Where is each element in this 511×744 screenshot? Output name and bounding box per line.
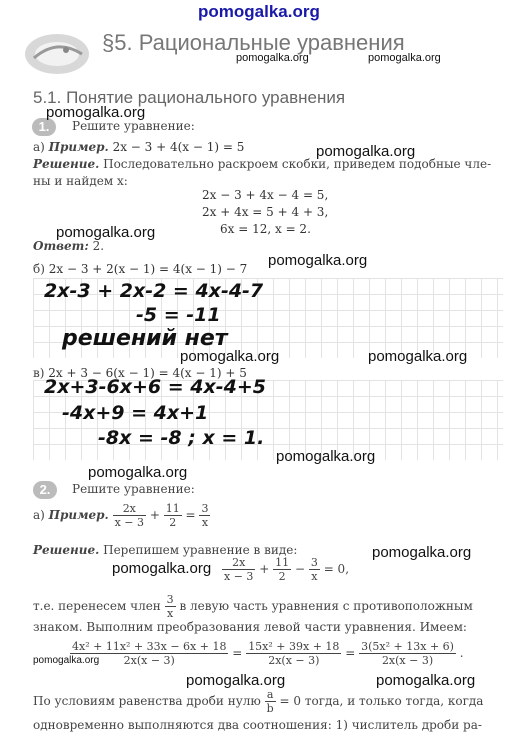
answer-value: 2.	[92, 239, 105, 253]
operator: +	[259, 562, 270, 576]
handwritten-line: решений нет	[62, 326, 228, 351]
text-line: знаком. Выполним преобразования левой части уравнения. Имеем:	[33, 620, 467, 634]
fraction: $\frac{3}{x}$	[310, 556, 318, 583]
item-label: а)	[33, 508, 45, 522]
watermark[interactable]: pomogalka.org	[88, 464, 188, 481]
task-number-badge: 2.	[33, 481, 57, 499]
watermark[interactable]: pomogalka.org	[180, 348, 280, 365]
handwritten-line: 2x-3 + 2x-2 = 4x-4-7	[44, 280, 264, 302]
handwritten-line: 2x+3-6x+6 = 4x-4+5	[44, 376, 266, 398]
watermark[interactable]: pomogalka.org	[376, 672, 476, 689]
handwritten-line: -8x = -8 ; x = 1.	[98, 427, 265, 449]
text-line	[33, 688, 483, 715]
text-line: одновременно выполняются два соотношения: 1) числитель дроби ра-	[33, 718, 482, 732]
watermark[interactable]: pomogalka.org	[268, 252, 368, 269]
example-label: Пример.	[48, 508, 109, 522]
watermark[interactable]: pomogalka.org	[316, 143, 416, 160]
transformation-line	[70, 640, 464, 667]
task-prompt: Решите уравнение:	[72, 119, 195, 133]
watermark[interactable]: pomogalka.org	[372, 544, 472, 561]
solution-text: Перепишем уравнение в виде:	[103, 543, 298, 557]
handwritten-line: -5 = -11	[136, 304, 221, 326]
watermark[interactable]: pomogalka.org	[276, 448, 376, 465]
equation: 2x − 3 + 4(x − 1) = 5	[112, 140, 245, 154]
watermark[interactable]: pomogalka.org	[186, 672, 286, 689]
fraction: $\frac{a}{b}$	[266, 688, 274, 715]
task-line	[33, 502, 210, 529]
text: в левую часть уравнения с противоположным	[179, 599, 473, 613]
watermark[interactable]: pomogalka.org	[46, 104, 146, 121]
watermark[interactable]: pomogalka.org	[112, 560, 212, 577]
fraction: $\frac{2x}{x - 3}$	[224, 556, 254, 583]
operator: +	[149, 508, 160, 522]
text-line	[33, 593, 473, 620]
operator: =	[345, 646, 356, 660]
fraction: $\frac{11}{2}$	[275, 556, 290, 583]
fraction: $\frac{\text{15x² + 39x + 18}}{2x(x - 3)}$	[248, 640, 340, 667]
page-title: §5. Рациональные уравнения	[102, 30, 405, 55]
watermark[interactable]: pomogalka.org	[198, 2, 320, 21]
solution-step: 2x − 3 + 4x − 4 = 5,	[202, 188, 329, 202]
watermark[interactable]: pomogalka.org	[236, 52, 309, 64]
watermark[interactable]: pomogalka.org	[368, 348, 468, 365]
section-subtitle: 5.1. Понятие рационального уравнения	[33, 88, 346, 107]
rewritten-equation	[222, 556, 349, 583]
text: По условиям равенства дроби нулю	[33, 694, 261, 708]
solution-line	[33, 543, 297, 557]
task-prompt: Решите уравнение:	[72, 482, 195, 496]
example-label: Пример.	[48, 140, 109, 154]
operator: = 0,	[323, 562, 350, 576]
fraction: $\frac{3}{x}$	[201, 502, 209, 529]
equation: 2x − 3 + 2(x − 1) = 4(x − 1) − 7	[48, 262, 248, 276]
answer-label: Ответ:	[33, 239, 89, 253]
item-label: б)	[33, 262, 45, 276]
operator: −	[294, 562, 306, 576]
text: = 0 тогда, и только тогда, когда	[279, 694, 484, 708]
fraction: $\frac{3}{x}$	[166, 593, 174, 620]
task-number-badge: 1.	[32, 118, 56, 136]
text: т.е. перенесем член	[33, 599, 161, 613]
section-emblem-icon	[22, 30, 92, 80]
watermark[interactable]: pomogalka.org	[368, 52, 441, 64]
fraction: $\frac{11}{2}$	[165, 502, 180, 529]
fraction: $\frac{\text{3(5x² + 13x + 6)}}{2x(x - 3)}$	[361, 640, 454, 667]
equation: 2x + 3 − 6(x − 1) = 4(x − 1) + 5	[48, 366, 247, 380]
watermark[interactable]: pomogalka.org	[56, 224, 156, 241]
watermark[interactable]: pomogalka.org	[33, 655, 100, 666]
item-label: а)	[33, 140, 45, 154]
operator: =	[185, 508, 196, 522]
task-line	[33, 140, 244, 154]
item-label: в)	[33, 366, 45, 380]
operator: =	[232, 646, 243, 660]
answer-line	[33, 239, 104, 253]
solution-text: Последовательно раскроем скобки, приведем подобные чле-	[103, 157, 492, 171]
handwritten-line: -4x+9 = 4x+1	[62, 402, 209, 424]
solution-text: ны и найдем x:	[33, 174, 128, 188]
fraction: $\frac{2x}{x - 3}$	[114, 502, 144, 529]
solution-line	[33, 157, 491, 171]
fraction: $\frac{\text{4x² + 11x² + 33x − 6x + 18}}{2x(x - 3)}$	[72, 640, 227, 667]
solution-label: Решение.	[33, 157, 100, 171]
solution-step: 6x = 12, x = 2.	[220, 222, 311, 236]
solution-step: 2x + 4x = 5 + 4 + 3,	[202, 205, 329, 219]
solution-label: Решение.	[33, 543, 100, 557]
task-line	[33, 262, 247, 276]
operator: .	[459, 646, 464, 660]
